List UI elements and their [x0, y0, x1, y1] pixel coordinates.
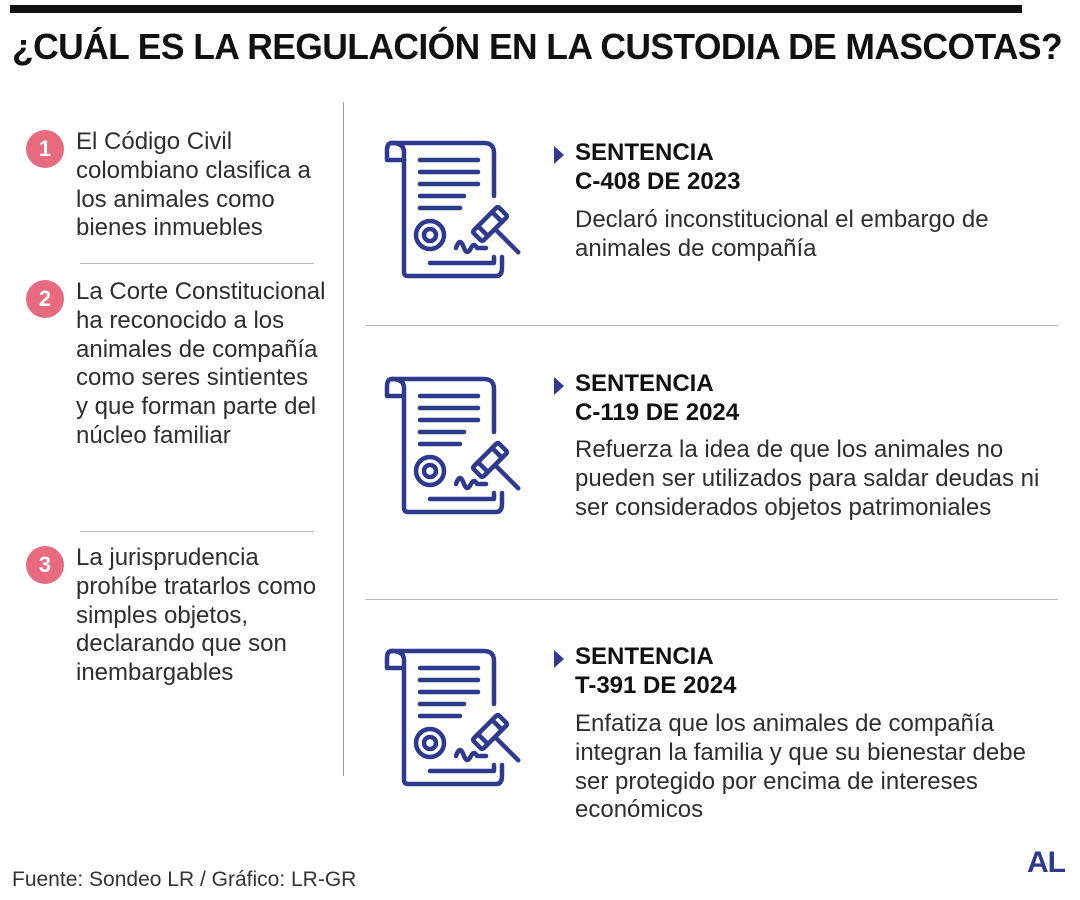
- arrow-icon: [554, 146, 564, 164]
- top-rule: [10, 5, 1022, 13]
- legal-document-gavel-icon: [384, 138, 524, 280]
- divider: [80, 263, 314, 264]
- point-text: El Código Civil colombiano clasifica a los animales como bienes inmuebles: [76, 128, 311, 242]
- sentence-label: SENTENCIA: [575, 370, 714, 397]
- divider: [80, 531, 314, 532]
- legal-document-gavel-icon: [384, 646, 524, 788]
- sentence-description: Declaró inconstitucional el embargo de animales de compañía: [575, 206, 989, 262]
- divider: [365, 599, 1058, 600]
- number-badge: 1: [26, 130, 64, 168]
- sentence-label: SENTENCIA: [575, 139, 714, 166]
- page-title: ¿CUÁL ES LA REGULACIÓN EN LA CUSTODIA DE MASCOTAS?: [12, 26, 1063, 67]
- divider: [365, 325, 1058, 326]
- arrow-icon: [554, 377, 564, 395]
- point-text: La Corte Constitucional ha reconocido a los animales de compañía como seres sintientes y que forman parte del núcleo familiar: [76, 278, 326, 449]
- sentence-description: Enfatiza que los animales de compañía integran la familia y que su bienestar debe ser protegido por encima de intereses económicos: [575, 710, 1026, 824]
- sentence-id: T-391 DE 2024: [575, 672, 737, 699]
- sentence-id: C-119 DE 2024: [575, 399, 740, 426]
- source-credit: Fuente: Sondeo LR / Gráfico: LR-GR: [12, 868, 357, 891]
- number-badge: 2: [26, 280, 64, 318]
- brand-logo: AL: [1027, 846, 1065, 879]
- arrow-icon: [554, 650, 564, 668]
- sentence-label: SENTENCIA: [575, 643, 714, 670]
- column-divider: [343, 102, 344, 776]
- point-text: La jurisprudencia prohíbe tratarlos como simples objetos, declarando que son inembargables: [76, 544, 317, 687]
- legal-document-gavel-icon: [384, 374, 524, 516]
- number-badge: 3: [26, 546, 64, 584]
- sentence-description: Refuerza la idea de que los animales no pueden ser utilizados para saldar deudas ni ser considerados objetos patrimoniales: [575, 436, 1040, 521]
- sentence-id: C-408 DE 2023: [575, 168, 741, 195]
